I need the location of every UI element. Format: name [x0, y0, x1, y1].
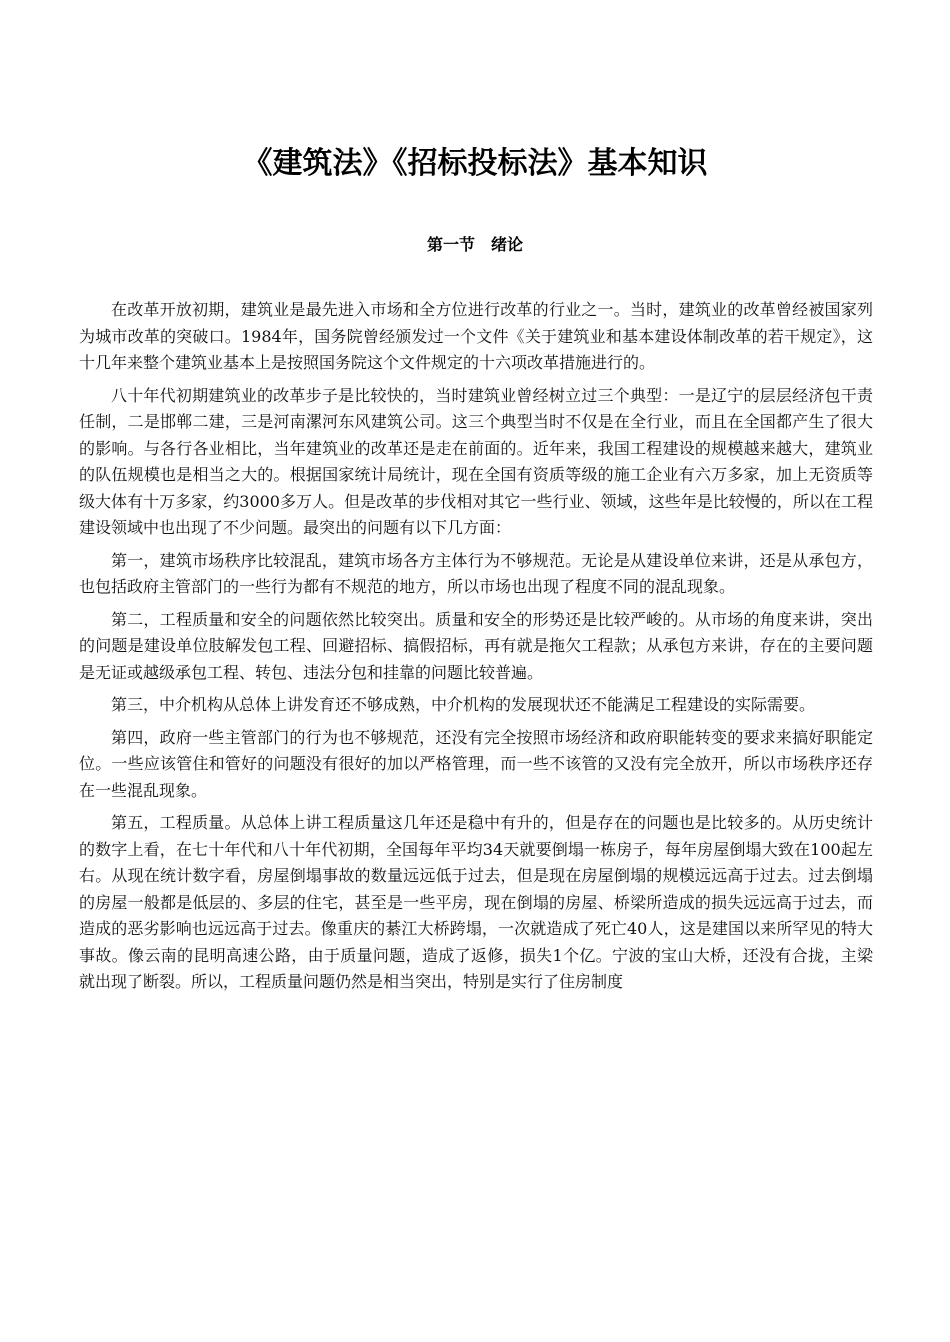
paragraph: 第四，政府一些主管部门的行为也不够规范，还没有完全按照市场经济和政府职能转变的要求来搞好职能定位。一些应该管住和管好的问题没有很好的加以严格管理，而一些不该管的又没有完全放开，所以市场秩序还存在一些混乱现象。 — [79, 727, 873, 800]
paragraph: 在改革开放初期，建筑业是最先进入市场和全方位进行改革的行业之一。当时，建筑业的改革曾经被国家列为城市改革的突破口。1984年，国务院曾经颁发过一个文件《关于建筑业和基本建设体制改革的若干规定》，这十几年来整个建筑业基本上是按照国务院这个文件规定的十六项改革措施进行的。 — [79, 300, 873, 372]
document-body — [79, 297, 873, 1002]
document-title: 《建筑法》《招标投标法》基本知识 — [242, 146, 708, 181]
section-heading: 第一节 绪论 — [426, 235, 523, 254]
paragraph: 第三，中介机构从总体上讲发育还不够成熟，中介机构的发展现状还不能满足工程建设的实际需要。 — [111, 695, 816, 714]
paragraph: 第一，建筑市场秩序比较混乱，建筑市场各方主体行为不够规范。无论是从建设单位来讲，还是从承包方，也包括政府主管部门的一些行为都有不规范的地方，所以市场也出现了程度不同的混乱现象。 — [79, 550, 873, 596]
paragraph: 第五，工程质量。从总体上讲工程质量这几年还是稳中有升的，但是存在的问题也是比较多的。从历史统计的数字上看，在七十年代和八十年代初期，全国每年平均34天就要倒塌一栋房子，每年房屋倒塌大致在100起左右。从现在统计数字看，房屋倒塌事故的数量远远低于过去，但是现在房屋倒塌的规模远远高于过去。过去倒塌的房屋一般都是低层的、多层的住宅，甚至是一些平房，现在倒塌的房屋、桥梁所造成的损失远远高于过去，而造成的恶劣影响也远远高于过去。像重庆的綦江大桥跨塌，一次就造成了死亡40人，这是建国以来所罕见的特大事故。像云南的昆明高速公路，由于质量问题，造成了返修，损失1个亿。宁波的宝山大桥，还没有合拢，主梁就出现了断裂。所以，工程质量问题仍然是相当突出，特别是实行了住房制度 — [79, 813, 873, 991]
paragraph: 第二，工程质量和安全的问题依然比较突出。质量和安全的形势还是比较严峻的。从市场的角度来讲，突出的问题是建设单位肢解发包工程、回避招标、搞假招标，再有就是拖欠工程款；从承包方来讲，存在的主要问题是无证或越级承包工程、转包、违法分包和挂靠的问题比较普遍。 — [79, 609, 873, 682]
paragraph: 八十年代初期建筑业的改革步子是比较快的，当时建筑业曾经树立过三个典型：一是辽宁的层层经济包干责任制，二是邯郸二建，三是河南漯河东风建筑公司。这三个典型当时不仅是在全行业，而且在全国都产生了很大的影响。与各行各业相比，当年建筑业的改革还是走在前面的。近年来，我国工程建设的规模越来越大，建筑业的队伍规模也是相当之大的。根据国家统计局统计，现在全国有资质等级的施工企业有六万多家，加上无资质等级大体有十万多家，约3000多万人。但是改革的步伐相对其它一些行业、领域，这些年是比较慢的，所以在工程建设领域中也出现了不少问题。最突出的问题有以下几方面： — [79, 385, 873, 537]
